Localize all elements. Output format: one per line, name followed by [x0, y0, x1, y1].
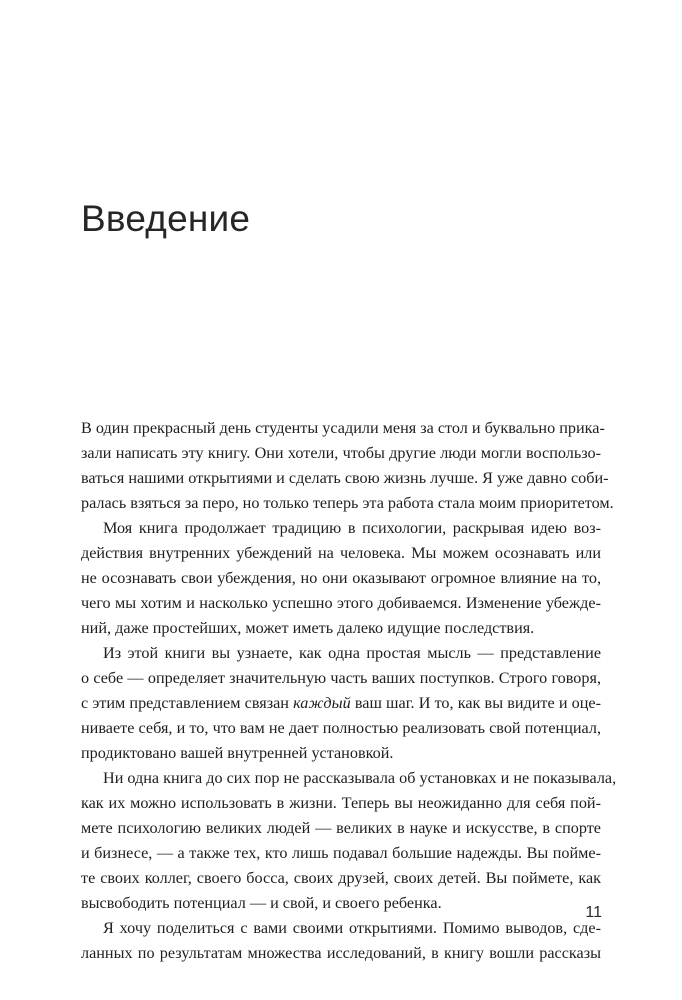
text-line: Из этой книги вы узнаете, как одна простая мысль — представление	[103, 644, 601, 662]
text-line: ралась взяться за перо, но только теперь эта работа стала моим приоритетом.	[81, 494, 614, 512]
text-line: действия внутренних убеждений на человека. Мы можем осознавать или	[81, 544, 601, 562]
text-line: ниваете себя, и то, что вам не дает полностью реализовать свой потенциал,	[81, 719, 601, 737]
text-line: чего мы хотим и насколько успешно этого добиваемся. Изменение убежде-	[81, 594, 601, 612]
text-line: не осознавать свои убеждения, но они оказывают огромное влияние на то,	[81, 569, 601, 587]
text-line: Моя книга продолжает традицию в психологии, раскрывая идею воз-	[103, 519, 601, 537]
text-line: как их можно использовать в жизни. Теперь вы неожиданно для себя пой-	[81, 794, 601, 812]
text-line-with-emphasis	[81, 691, 601, 716]
text-segment: ваш шаг. И то, как вы видите и оце-	[350, 694, 601, 712]
text-segment: с этим представлением связан	[81, 694, 294, 712]
text-line: В один прекрасный день студенты усадили меня за стол и буквально прика-	[81, 419, 605, 437]
text-line: продиктовано вашей внутренней установкой.	[81, 744, 394, 762]
text-line: ний, даже простейших, может иметь далеко идущие последствия.	[81, 619, 535, 637]
text-line: те своих коллег, своего босса, своих друзей, своих детей. Вы поймете, как	[81, 869, 601, 887]
text-line: высвободить потенциал — и свой, и своего ребенка.	[81, 894, 442, 912]
emphasized-word: каждый	[293, 694, 351, 712]
text-line: о себе — определяет значительную часть ваших поступков. Строго говоря,	[81, 669, 601, 687]
text-line: Я хочу поделиться с вами своими открытиями. Помимо выводов, сде-	[103, 919, 601, 937]
text-line: ланных по результатам множества исследований, в книгу вошли рассказы	[81, 944, 601, 962]
text-line: и бизнесе, — а также тех, кто лишь подавал большие надежды. Вы пойме-	[81, 844, 601, 862]
text-line: ваться нашими открытиями и сделать свою жизнь лучше. Я уже давно соби-	[81, 469, 609, 487]
text-line: мете психологию великих людей — великих в науке и искусстве, в спорте	[81, 819, 601, 837]
text-line: Ни одна книга до сих пор не рассказывала об установках и не показывала,	[103, 769, 617, 787]
page-number: 11	[585, 904, 602, 921]
text-line: зали написать эту книгу. Они хотели, чтобы другие люди могли воспользо-	[81, 444, 601, 462]
chapter-title: Введение	[81, 198, 251, 239]
body-text	[81, 416, 617, 966]
